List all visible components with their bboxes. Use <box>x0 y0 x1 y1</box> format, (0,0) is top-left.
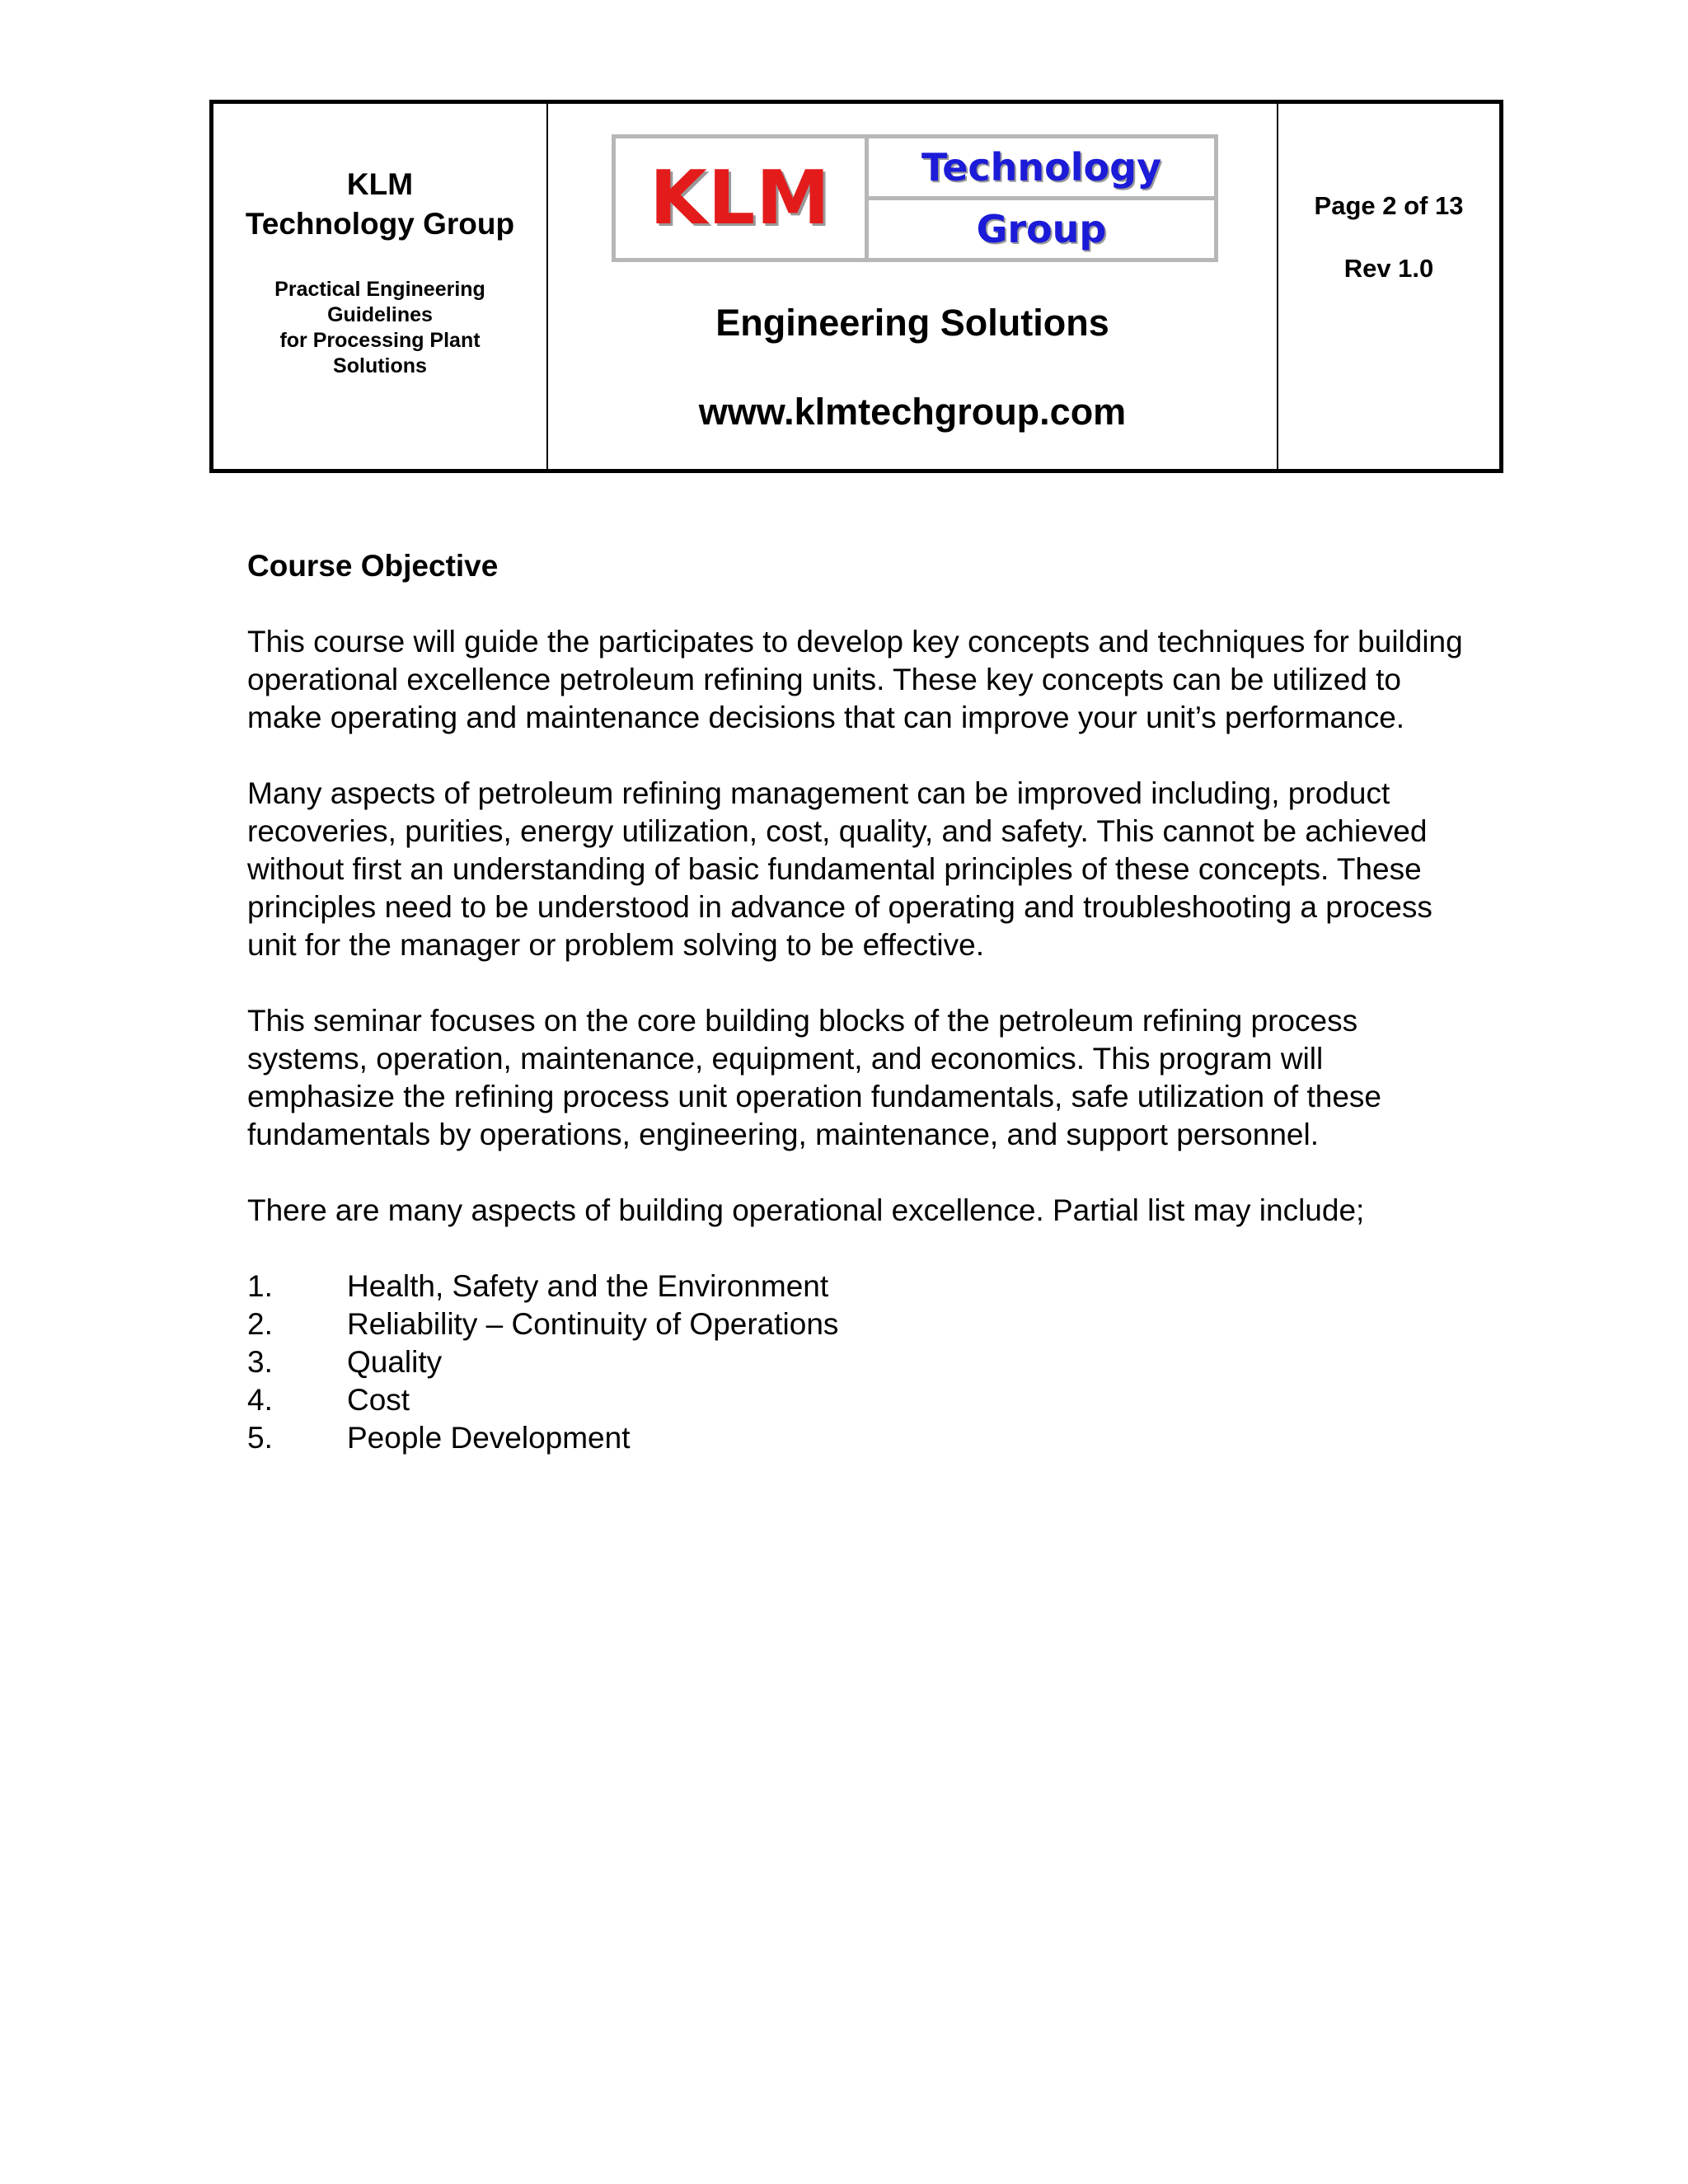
tagline-line: for Processing Plant <box>279 329 481 352</box>
logo-technology-text: Technology <box>869 138 1214 200</box>
header-page-cell <box>1278 104 1499 469</box>
revision-number: Rev 1.0 <box>1343 254 1434 283</box>
list-item-number: 5. <box>247 1421 273 1455</box>
logo-klm-text: KLM <box>616 138 869 258</box>
paragraph: Many aspects of petroleum refining management can be improved including, product recoveries, purities, energy utilization, cost, quality, and safety. This cannot be achieved without first an understanding of basic fundamental principles of these concepts. These principles need to be understood in advance of operating and troubleshooting a process unit for the manager or problem solving to be effective. <box>247 776 1432 962</box>
list-item-text: Cost <box>347 1383 410 1417</box>
list-item-text: People Development <box>347 1421 631 1455</box>
numbered-list <box>247 1268 1467 1457</box>
paragraph: This course will guide the participates to develop key concepts and techniques for building operational excellence petroleum refining units. These key concepts can be utilized to make operating and maintenance decisions that can improve your unit’s performance. <box>247 625 1463 734</box>
klm-logo <box>612 134 1218 262</box>
list-item-number: 1. <box>247 1269 273 1303</box>
paragraph: This seminar focuses on the core building blocks of the petroleum refining process systems, operation, maintenance, equipment, and economics. This program will emphasize the refining process unit operation fundamentals, safe utilization of these fundamentals by operations, engineering, maintenance, and support personnel. <box>247 1004 1381 1151</box>
list-item-number: 3. <box>247 1345 273 1379</box>
list-item-number: 4. <box>247 1383 273 1417</box>
list-item <box>247 1381 1467 1419</box>
list-item-text: Reliability – Continuity of Operations <box>347 1307 839 1341</box>
list-item <box>247 1268 1467 1305</box>
company-name-line2: Technology Group <box>245 207 515 241</box>
website-url: www.klmtechgroup.com <box>698 391 1127 433</box>
list-item-text: Quality <box>347 1345 443 1379</box>
list-item-number: 2. <box>247 1307 273 1341</box>
tagline-line: Guidelines <box>327 303 433 326</box>
document-header <box>209 100 1503 473</box>
header-logo-cell <box>548 104 1278 469</box>
engineering-solutions-label: Engineering Solutions <box>715 302 1109 344</box>
tagline-line: Solutions <box>333 354 427 377</box>
list-item <box>247 1419 1467 1457</box>
company-name-line1: KLM <box>346 167 414 201</box>
page-number: Page 2 of 13 <box>1314 191 1464 220</box>
company-tagline <box>213 277 546 379</box>
list-item <box>247 1305 1467 1343</box>
document-body <box>247 547 1467 1457</box>
paragraph: There are many aspects of building operational excellence. Partial list may include; <box>247 1193 1365 1227</box>
tagline-line: Practical Engineering <box>274 278 485 301</box>
list-item-text: Health, Safety and the Environment <box>347 1269 829 1303</box>
list-item <box>247 1343 1467 1381</box>
logo-group-text: Group <box>976 207 1107 251</box>
header-company-cell <box>213 104 548 469</box>
company-name <box>213 165 546 244</box>
section-title: Course Objective <box>247 549 499 583</box>
logo-right-block <box>869 138 1214 258</box>
